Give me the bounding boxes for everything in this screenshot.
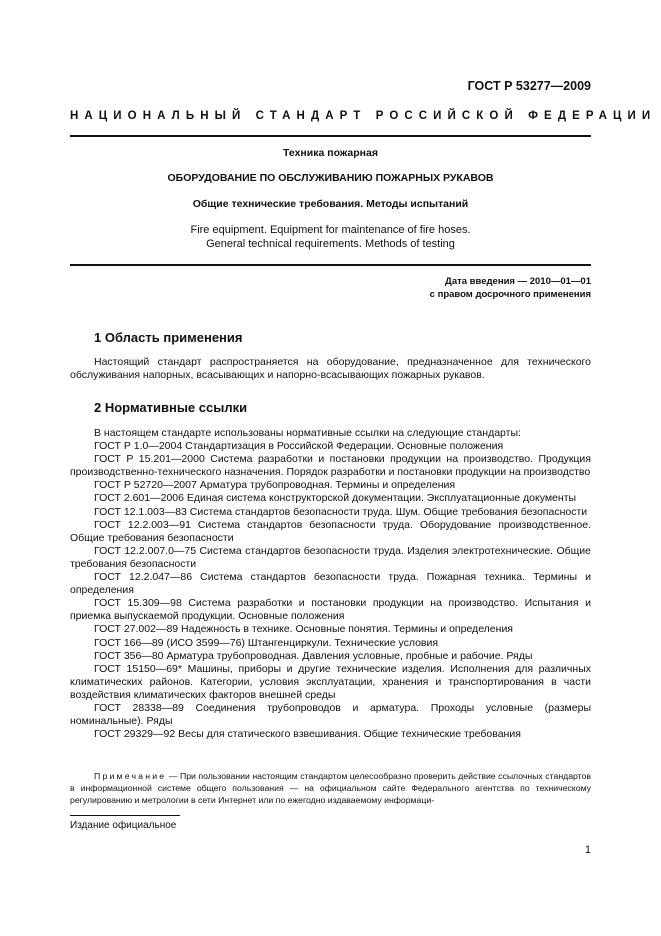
- reference-item: ГОСТ Р 15.201—2000 Система разработки и постановки продукции на производство. Продукция производственно-технического назначения. Порядок разработки и постановки продукции на производство: [70, 453, 591, 479]
- reference-item: ГОСТ 12.2.047—86 Система стандартов безопасности труда. Пожарная техника. Термины и определения: [70, 571, 591, 597]
- footer-divider: [70, 815, 180, 816]
- reference-item: ГОСТ Р 52720—2007 Арматура трубопроводная. Термины и определения: [94, 479, 456, 492]
- english-title-line1: Fire equipment. Equipment for maintenance of fire hoses.: [190, 224, 471, 236]
- section-1-heading: 1 Область применения: [94, 330, 243, 345]
- reference-item: ГОСТ 29329—92 Весы для статического взвешивания. Общие технические требования: [94, 728, 521, 741]
- reference-item: ГОСТ 166—89 (ИСО 3599—76) Штангенциркули. Технические условия: [94, 636, 439, 649]
- category-title: Техника пожарная: [283, 147, 378, 159]
- national-standard-title: НАЦИОНАЛЬНЫЙ СТАНДАРТ РОССИЙСКОЙ ФЕДЕРАЦИИ: [70, 110, 657, 122]
- reference-item: ГОСТ 28338—89 Соединения трубопроводов и арматура. Проходы условные (размеры номинальные). Ряды: [70, 701, 591, 728]
- reference-item: ГОСТ 15.309—98 Система разработки и постановки продукции на производство. Испытания и приемка выпускаемой продукции. Основные положения: [70, 597, 591, 623]
- section-2-heading: 2 Нормативные ссылки: [94, 400, 248, 415]
- paragraph: В настоящем стандарте использованы нормативные ссылки на следующие стандарты:: [94, 427, 521, 439]
- edition-label: Издание официальное: [70, 820, 177, 831]
- reference-item: ГОСТ Р 1.0—2004 Стандартизация в Российской Федерации. Основные положения: [94, 440, 504, 453]
- section-1-text: [70, 356, 591, 382]
- reference-item: ГОСТ 27.002—89 Надежность в технике. Основные понятия. Термины и определения: [94, 623, 513, 636]
- reference-item: ГОСТ 12.2.003—91 Система стандартов безопасности труда. Оборудование производственное. Общие требования безопасности: [70, 518, 591, 544]
- main-title: ОБОРУДОВАНИЕ ПО ОБСЛУЖИВАНИЮ ПОЖАРНЫХ РУКАВОВ: [167, 172, 494, 184]
- reference-item: ГОСТ 12.1.003—83 Система стандартов безопасности труда. Шум. Общие требования безопасности: [94, 505, 588, 518]
- reference-item: ГОСТ 2.601—2006 Единая система конструкторской документации. Эксплуатационные документы: [94, 492, 577, 505]
- page-number: 1: [584, 844, 591, 856]
- section-2-text: [70, 427, 591, 741]
- reference-item: ГОСТ 356—80 Арматура трубопроводная. Давления условные, пробные и рабочие. Ряды: [94, 649, 533, 662]
- divider: [70, 135, 591, 137]
- date-line: Дата введения — 2010—01—01: [445, 276, 591, 287]
- subtitle: Общие технические требования. Методы испытаний: [192, 198, 469, 210]
- reference-item: ГОСТ 15150—69* Машины, приборы и другие технические изделия. Исполнения для различных климатических районов. Категории, условия эксплуатации, хранения и транспортирования в части воздействия климатических факторов внешней среды: [70, 662, 591, 701]
- early-application-line: с правом досрочного применения: [429, 289, 591, 300]
- introduction-date: [430, 275, 591, 301]
- note-text: — При пользовании настоящим стандартом целесообразно проверить действие ссылочных стандартов в информационной системе общего пользования — на официальном сайте Федерального агентства по техническому регулированию и метрологии в сети Интернет или по ежегодно издаваемому информаци-: [70, 771, 591, 805]
- note-label: Примечание: [94, 771, 167, 781]
- standard-code: ГОСТ Р 53277—2009: [467, 79, 591, 93]
- reference-item: ГОСТ 12.2.007.0—75 Система стандартов безопасности труда. Изделия электротехнические. Общие требования безопасности: [70, 544, 591, 570]
- paragraph: Настоящий стандарт распространяется на оборудование, предназначенное для технического обслуживания напорных, всасывающих и напорно-всасывающих пожарных рукавов.: [70, 356, 591, 382]
- divider: [70, 264, 591, 266]
- english-title-line2: General technical requirements. Methods of testing: [206, 238, 455, 250]
- note: [70, 770, 591, 806]
